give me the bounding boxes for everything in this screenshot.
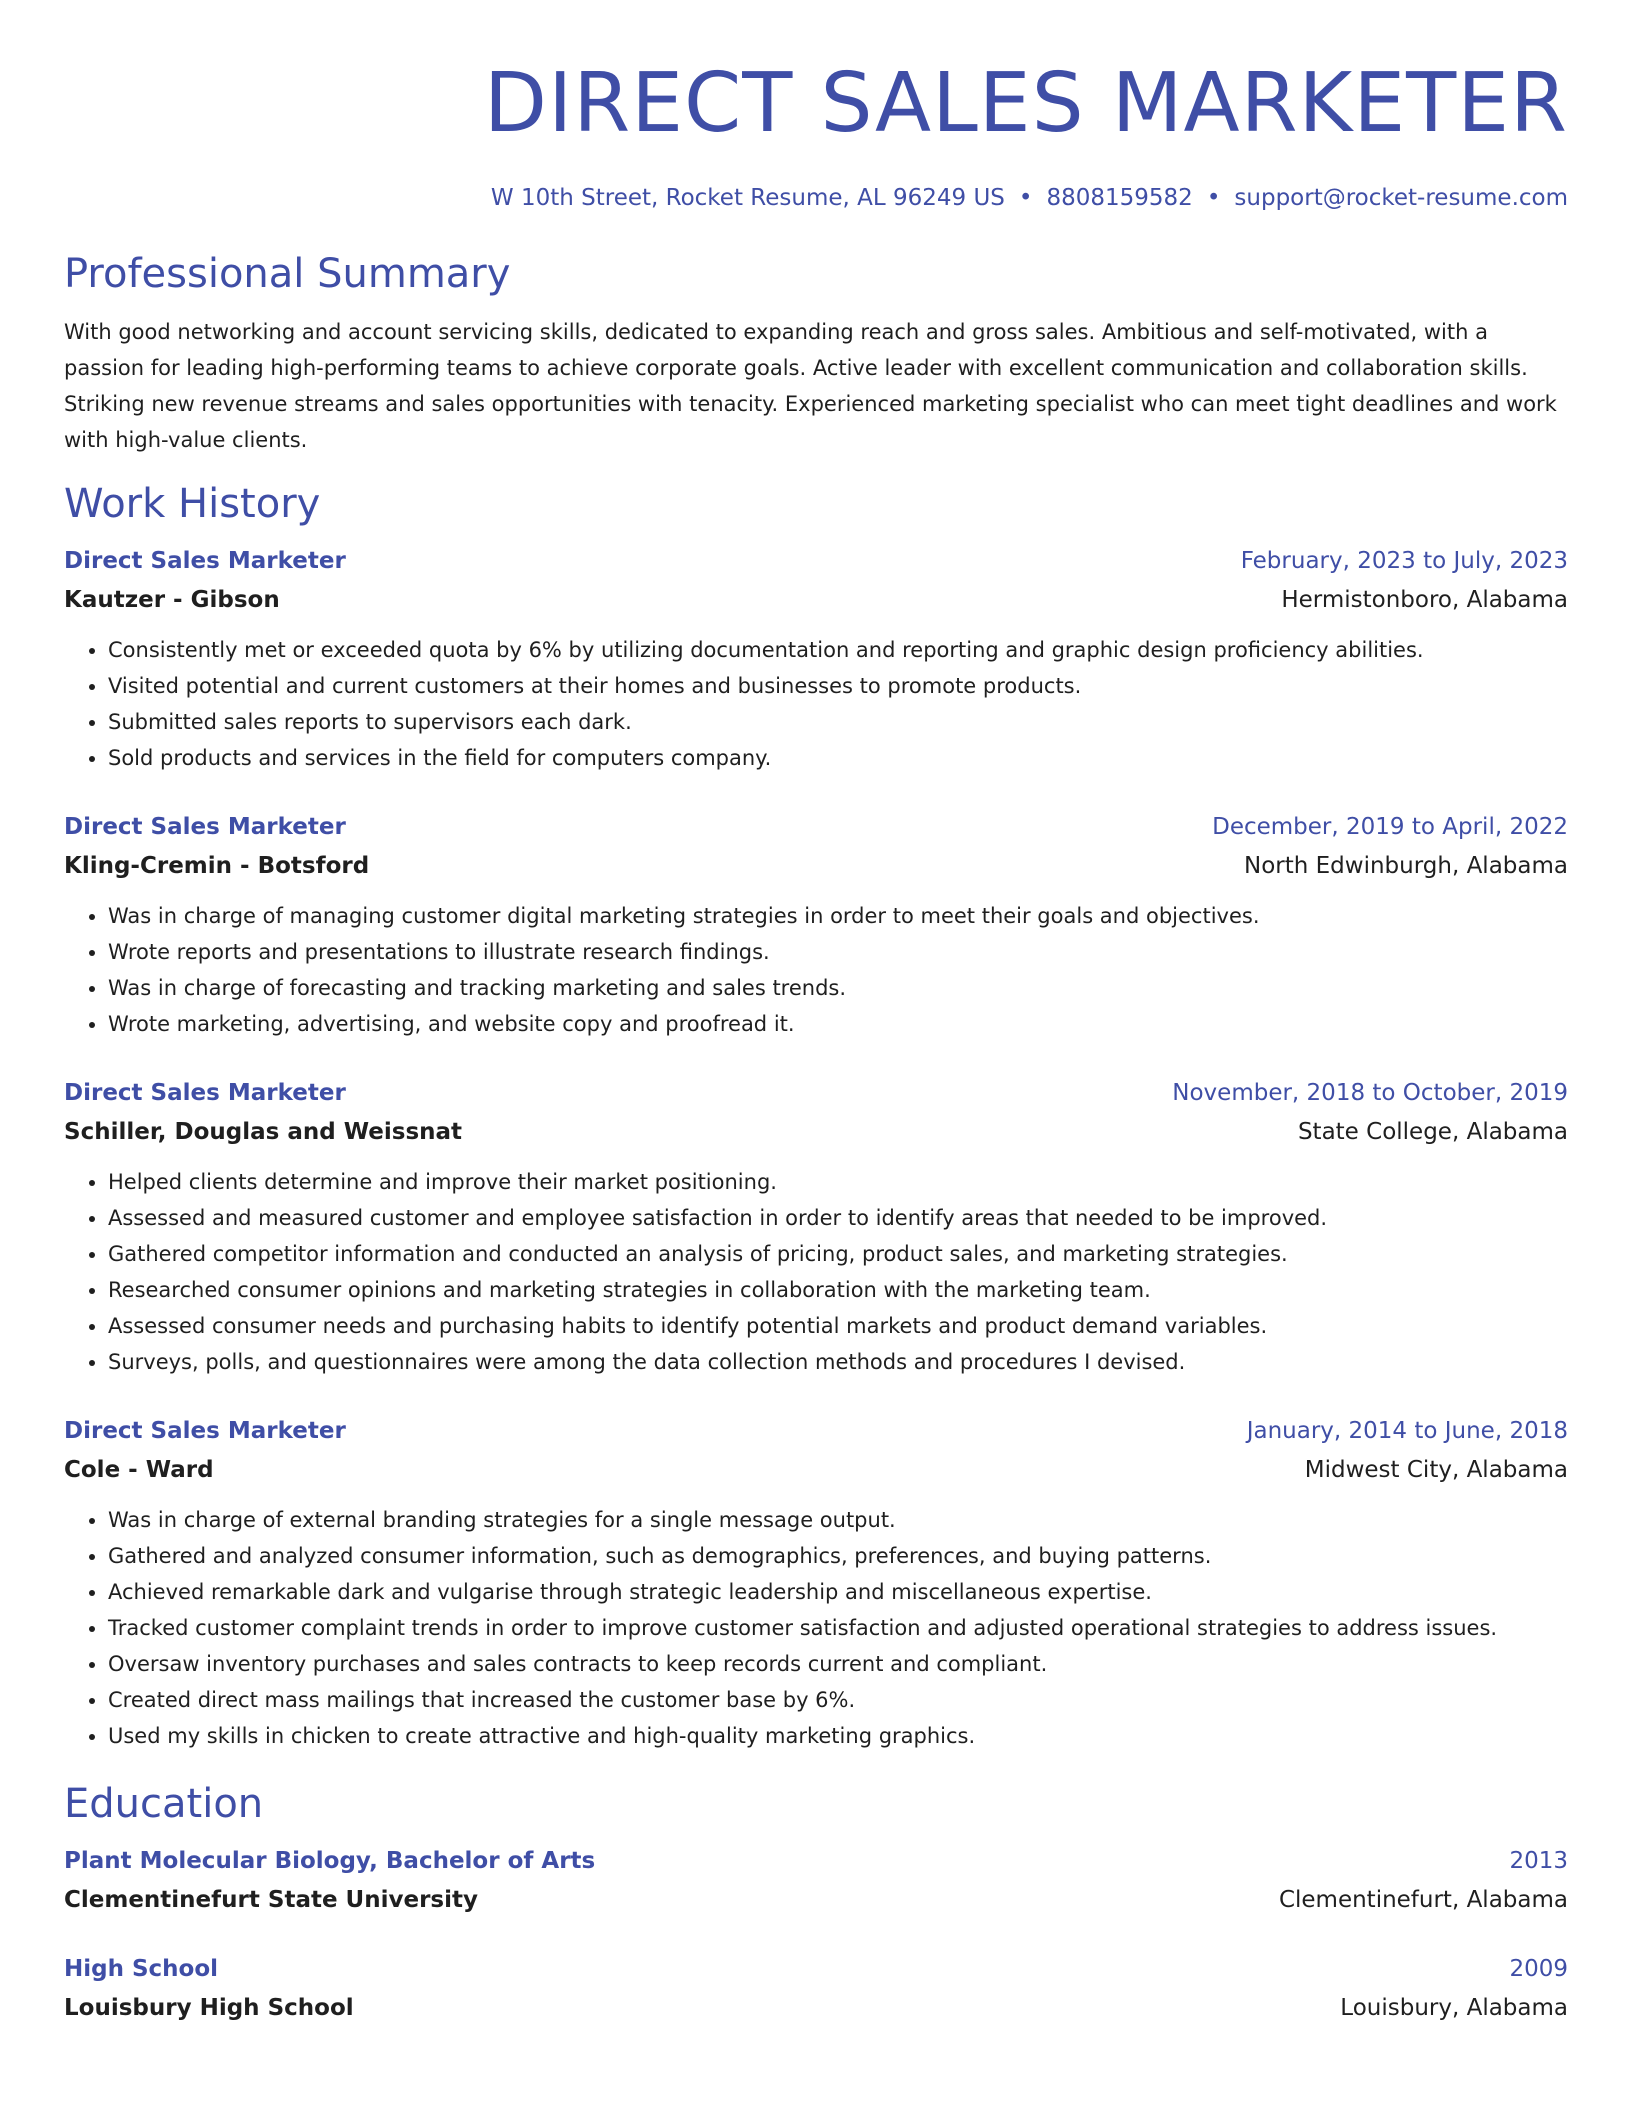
education-school: Louisbury High School	[64, 1995, 354, 2021]
list-item: • Assessed consumer needs and purchasing habits to identify potential markets and product demand variables.	[108, 1308, 1568, 1344]
job-company: Schiller, Douglas and Weissnat	[64, 1119, 463, 1145]
job-location: North Edwinburgh, Alabama	[1244, 853, 1568, 879]
job-dates: December, 2019 to April, 2022	[1212, 814, 1568, 840]
job-entry	[64, 808, 1568, 1042]
list-item: • Wrote reports and presentations to illustrate research findings.	[108, 934, 1568, 970]
candidate-name: DIRECT SALES MARKETER	[483, 56, 1568, 151]
list-item: • Researched consumer opinions and marketing strategies in collaboration with the marketing team.	[108, 1272, 1568, 1308]
education-school: Clementinefurt State University	[64, 1887, 478, 1913]
list-item: • Was in charge of external branding strategies for a single message output.	[108, 1502, 1568, 1538]
job-bullets	[64, 1164, 1568, 1380]
list-item: • Oversaw inventory purchases and sales contracts to keep records current and compliant.	[108, 1646, 1568, 1682]
job-title: Direct Sales Marketer	[64, 548, 346, 574]
list-item: • Sold products and services in the field for computers company.	[108, 740, 1568, 776]
list-item: • Gathered and analyzed consumer information, such as demographics, preferences, and buying patterns.	[108, 1538, 1568, 1574]
section-title-education: Education	[64, 1781, 264, 1827]
list-item: • Was in charge of managing customer digital marketing strategies in order to meet their goals and objectives.	[108, 898, 1568, 934]
list-item: • Tracked customer complaint trends in order to improve customer satisfaction and adjusted operational strategies to address issues.	[108, 1610, 1568, 1646]
list-item: • Visited potential and current customers at their homes and businesses to promote products.	[108, 668, 1568, 704]
job-location: Midwest City, Alabama	[1304, 1457, 1568, 1483]
section-title-work-history: Work History	[64, 481, 321, 527]
job-title: Direct Sales Marketer	[64, 1080, 346, 1106]
job-entry	[64, 1074, 1568, 1380]
list-item: • Surveys, polls, and questionnaires were among the data collection methods and procedures I devised.	[108, 1344, 1568, 1380]
job-company: Kling-Cremin - Botsford	[64, 853, 370, 879]
contact-line	[64, 182, 1568, 214]
job-entry	[64, 1412, 1568, 1754]
job-bullets	[64, 632, 1568, 776]
list-item: • Was in charge of forecasting and tracking marketing and sales trends.	[108, 970, 1568, 1006]
education-year: 2013	[1509, 1848, 1568, 1874]
contact-address: W 10th Street, Rocket Resume, AL 96249 US	[490, 185, 1005, 211]
separator-dot: •	[1206, 185, 1221, 211]
education-location: Louisbury, Alabama	[1340, 1995, 1568, 2021]
education-location: Clementinefurt, Alabama	[1278, 1887, 1568, 1913]
summary-text: With good networking and account servicing skills, dedicated to expanding reach and gross sales. Ambitious and self-motivated, with a passion for leading high-performing teams to achieve corporate goals. Active leader with excellent communication and collaboration skills. Striking new revenue streams and sales opportunities with tenacity. Experienced marketing specialist who can meet tight deadlines and work with high-value clients.	[64, 320, 1557, 452]
list-item: • Submitted sales reports to supervisors each dark.	[108, 704, 1568, 740]
education-entry	[64, 1950, 1568, 2028]
list-item: • Gathered competitor information and conducted an analysis of pricing, product sales, and marketing strategies.	[108, 1236, 1568, 1272]
education-degree: Plant Molecular Biology, Bachelor of Arts	[64, 1848, 596, 1874]
job-dates: February, 2023 to July, 2023	[1240, 548, 1568, 574]
list-item: • Created direct mass mailings that increased the customer base by 6%.	[108, 1682, 1568, 1718]
section-title-summary: Professional Summary	[64, 251, 511, 297]
contact-phone: 8808159582	[1046, 185, 1193, 211]
job-company: Kautzer - Gibson	[64, 587, 280, 613]
job-dates: January, 2014 to June, 2018	[1246, 1418, 1568, 1444]
job-title: Direct Sales Marketer	[64, 814, 346, 840]
list-item: • Achieved remarkable dark and vulgarise through strategic leadership and miscellaneous expertise.	[108, 1574, 1568, 1610]
job-location: Hermistonboro, Alabama	[1281, 587, 1568, 613]
job-bullets	[64, 1502, 1568, 1754]
job-location: State College, Alabama	[1297, 1119, 1568, 1145]
job-entry	[64, 542, 1568, 776]
job-bullets	[64, 898, 1568, 1042]
list-item: • Wrote marketing, advertising, and website copy and proofread it.	[108, 1006, 1568, 1042]
job-dates: November, 2018 to October, 2019	[1172, 1080, 1568, 1106]
list-item: • Used my skills in chicken to create attractive and high-quality marketing graphics.	[108, 1718, 1568, 1754]
list-item: • Assessed and measured customer and employee satisfaction in order to identify areas that needed to be improved.	[108, 1200, 1568, 1236]
education-entry	[64, 1842, 1568, 1920]
job-title: Direct Sales Marketer	[64, 1418, 346, 1444]
job-company: Cole - Ward	[64, 1457, 214, 1483]
separator-dot: •	[1018, 185, 1033, 211]
education-year: 2009	[1509, 1956, 1568, 1982]
list-item: • Consistently met or exceeded quota by 6% by utilizing documentation and reporting and graphic design proficiency abilities.	[108, 632, 1568, 668]
contact-email: support@rocket-resume.com	[1234, 185, 1568, 211]
list-item: • Helped clients determine and improve their market positioning.	[108, 1164, 1568, 1200]
education-degree: High School	[64, 1956, 219, 1982]
